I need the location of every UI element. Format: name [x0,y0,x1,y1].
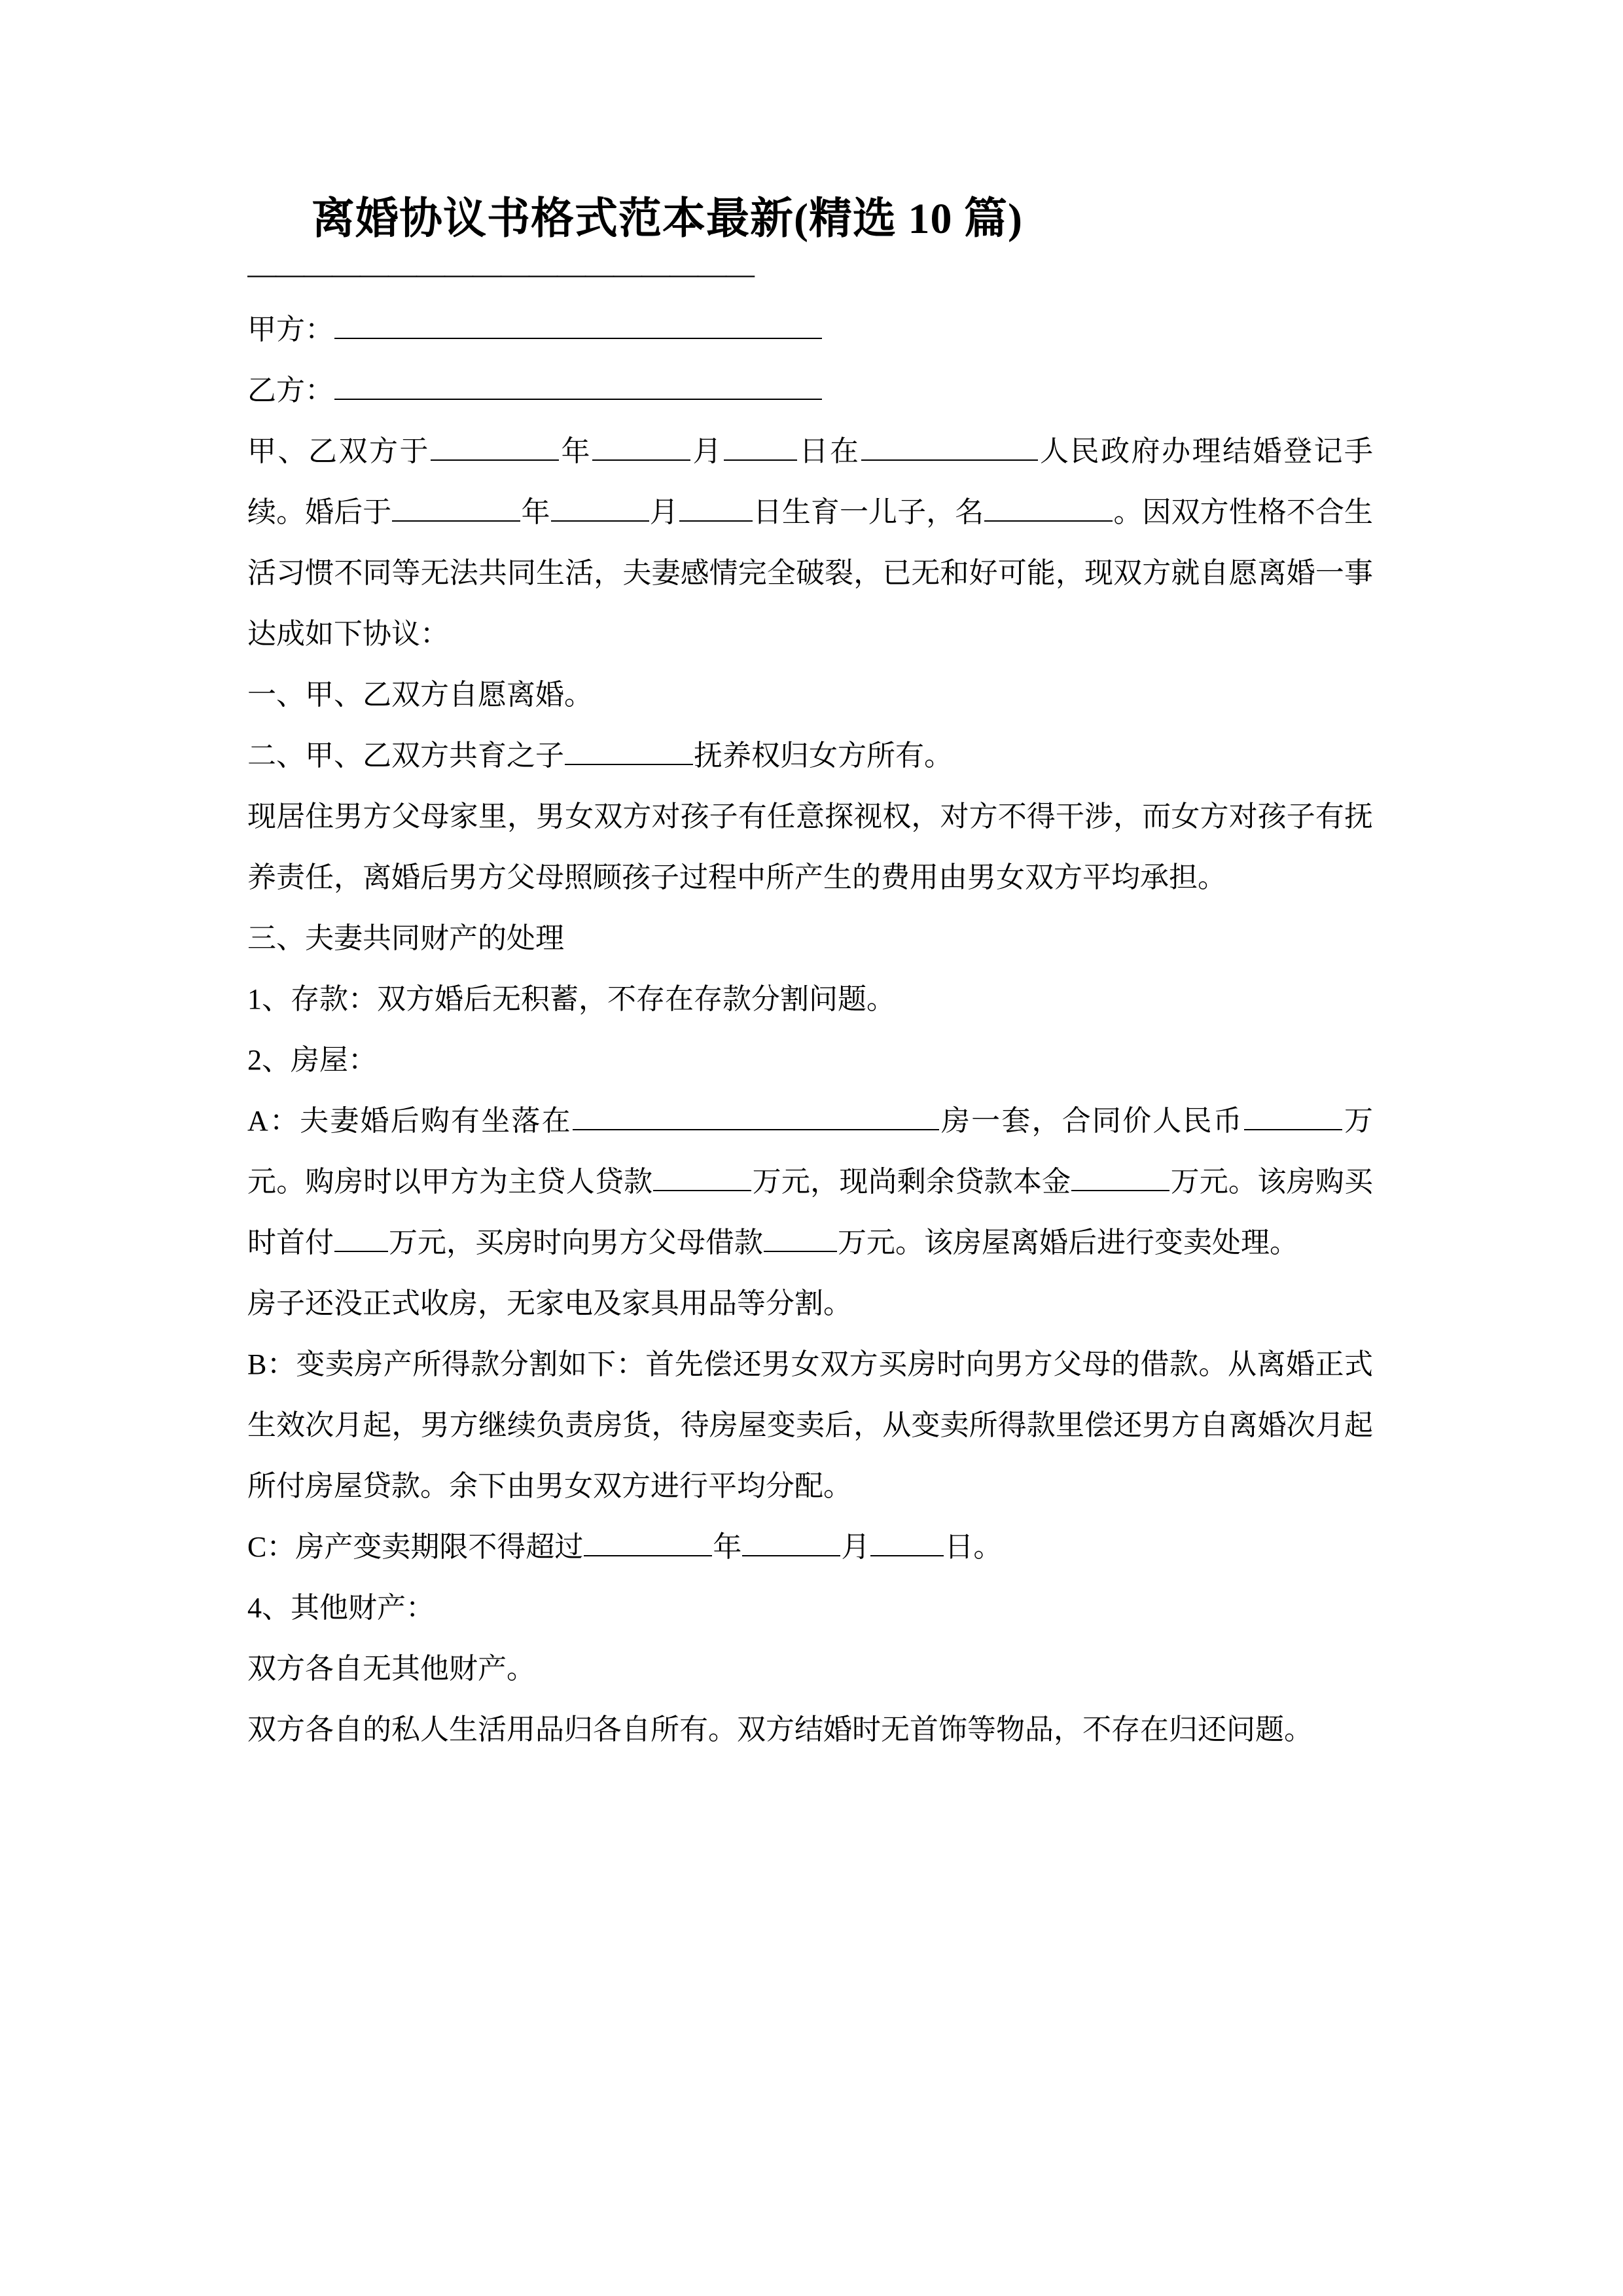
child-name-blank[interactable] [984,490,1113,522]
house-contract-price-label: 房一套，合同价人民币 [939,1105,1243,1138]
house-downpayment-prefix: 万元。该房购买时首付 [247,1166,1374,1259]
birth-month-unit: 月 [649,496,679,529]
party-b-blank[interactable] [334,368,822,401]
house-deadline-year-blank[interactable] [584,1524,712,1557]
page-title: 离婚协议书格式范本最新(精选 10 篇) [312,195,1023,243]
house-sale-deadline-prefix: C：房产变卖期限不得超过 [247,1531,584,1564]
marriage-place-suffix: 人民 [1038,435,1101,468]
birth-month-blank[interactable] [551,490,649,522]
birth-year-blank[interactable] [392,490,520,522]
title-divider: —————————————————— [247,258,754,291]
birth-date-prefix: 政府办理结婚登记手续。婚后于 [247,435,1373,529]
birth-year-unit: 年 [521,496,550,529]
house-no-appliances-note: 房子还没正式收房，无家电及家具用品等分割。 [247,1287,852,1320]
marriage-month-blank[interactable] [592,429,690,461]
marriage-year-blank[interactable] [431,429,559,461]
child-name-prefix: 子，名 [897,496,984,529]
birth-day-unit: 日生育一儿 [753,496,898,529]
house-location-blank[interactable] [573,1098,939,1131]
clause-2-heading [247,725,1373,786]
house-location-prefix: A：夫妻婚后购有坐落在 [247,1105,572,1138]
house-parent-loan-prefix: 万元，买房时向男方父母借款 [389,1227,763,1259]
house-deadline-month-blank[interactable] [742,1524,840,1557]
marriage-month-unit: 月 [691,435,723,468]
marriage-day-blank[interactable] [724,429,797,461]
agreement-intro: 完全破裂，已无和好可能，现双方就自愿离婚一事达成如下协议： [247,557,1374,651]
house-clause-a-suffix: 万元。该 [838,1227,953,1259]
house-remaining-prefix: 万元，现尚剩余贷款本金 [752,1166,1071,1198]
house-sale-statement: 房屋离婚后进行变卖处理。 [953,1227,1298,1259]
other-property-statement-1: 双方各自无其他财产。 [247,1653,535,1685]
party-a-blank[interactable] [334,307,822,340]
clause-2-child-blank[interactable] [565,733,693,766]
house-deadline-day-blank[interactable] [870,1524,944,1557]
property-item-4-other: 4、其他财产： [247,1592,435,1624]
house-loan-amount-blank[interactable] [653,1159,751,1192]
birth-day-blank[interactable] [679,490,753,522]
clause-2-body: 现居住男方父母家里，男女双方对孩子有任意探视权，对方不得干涉，而女方对孩子有抚养责任，离婚后男方父母照顾孩子过程中所产生的费用由男女双方平均承担。 [247,800,1373,894]
clause-3-heading: 三、夫妻共同财产的处理 [247,922,564,955]
house-clause-c [247,1516,1373,1577]
house-deadline-month-unit: 月 [841,1531,870,1564]
house-deadline-day-unit: 日。 [944,1531,1003,1564]
house-downpayment-blank[interactable] [334,1220,388,1253]
house-deadline-year-unit: 年 [713,1531,742,1564]
clause-2-prefix: 二、甲、乙双方共育之子 [247,740,564,772]
property-item-1-savings: 1、存款：双方婚后无积蓄，不存在存款分割问题。 [247,983,895,1016]
marriage-date-prefix: 甲、乙双方于 [247,435,430,468]
party-a-label: 甲方： [247,314,334,346]
marriage-registration-paragraph [247,421,1373,664]
breakdown-text: 。因双方性格不合生活习惯不同等无法共同生活，夫妻感情 [247,496,1374,590]
document-content [247,190,1373,1760]
house-loan-prefix: 万元。购房时以甲方为主贷人贷款 [247,1105,1374,1198]
house-clause-b: B：变卖房产所得款分割如下：首先偿还男女双方买房时向男方父母的借款。从离婚正式生效次月起，男方继续负责房货，待房屋变卖后，从变卖所得款里偿还男方自离婚次月起所付房屋贷款。余下由男女双方进行平均分配。 [247,1348,1373,1503]
house-remaining-principal-blank[interactable] [1071,1159,1169,1192]
party-b-label: 乙方： [247,374,334,407]
party-a-line [247,299,1373,360]
other-property-statement-2: 双方各自的私人生活用品归各自所有。双方结婚时无首饰等物品，不存在归还问题。 [247,1713,1313,1746]
house-parent-loan-blank[interactable] [764,1220,837,1253]
marriage-year-unit: 年 [560,435,592,468]
house-contract-price-blank[interactable] [1244,1098,1342,1131]
marriage-place-blank[interactable] [861,429,1038,461]
house-clause-a [247,1090,1373,1273]
property-item-2-house: 2、房屋： [247,1044,377,1077]
marriage-day-unit: 日在 [798,435,861,468]
clause-2-suffix: 抚养权归女方所有。 [694,740,953,772]
clause-1: 一、甲、乙双方自愿离婚。 [247,679,593,711]
party-b-line [247,360,1373,421]
